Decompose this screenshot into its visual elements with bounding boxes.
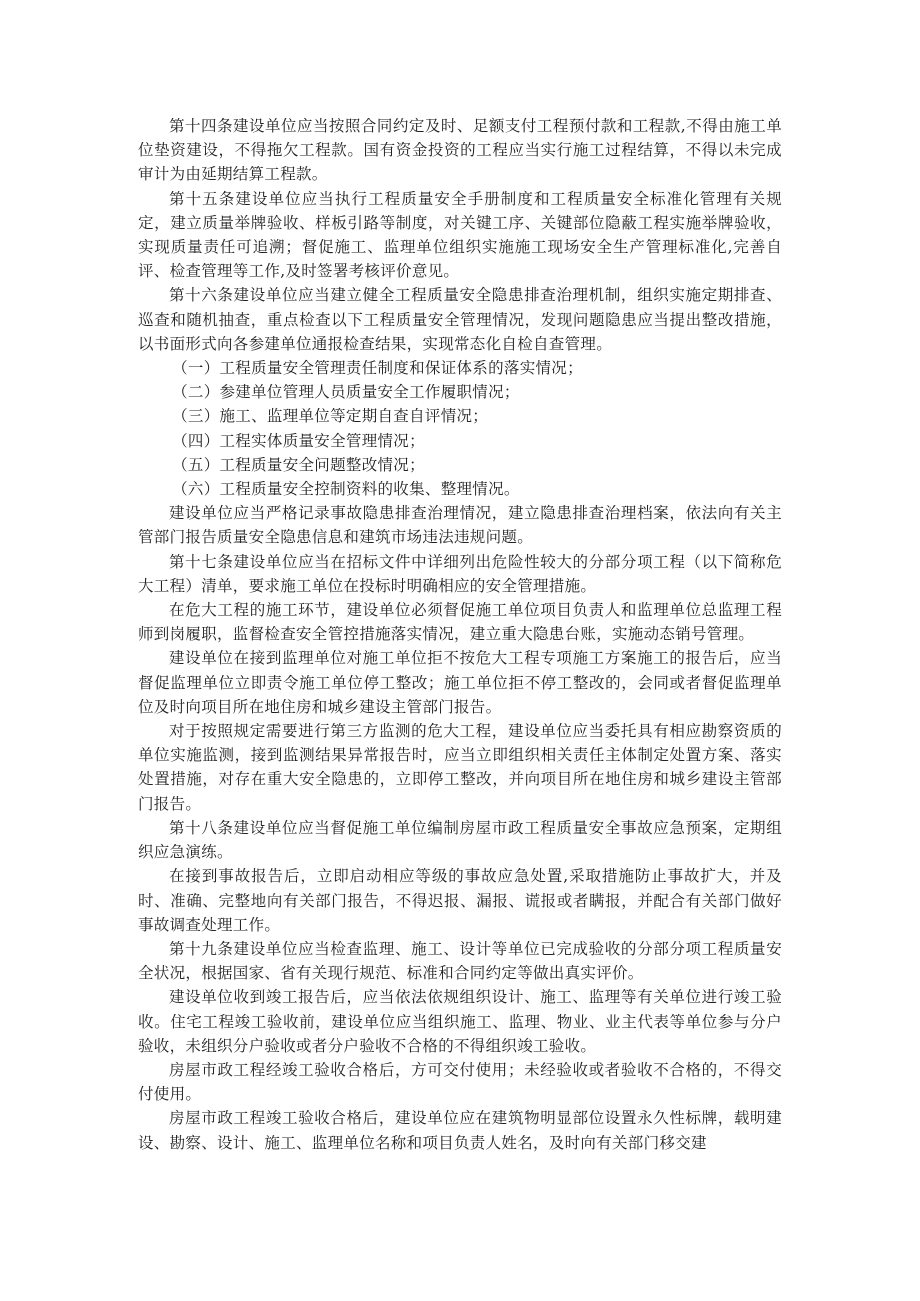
list-item: （四）工程实体质量安全管理情况； bbox=[172, 431, 425, 450]
article-14: 第十四条建设单位应当按照合同约定及时、足额支付工程预付款和工程款,不得由施工单位垫资建设，不得拖欠工程款。国有资金投资的工程应当实行施工过程结算，不得以未完成审计为由延期结算工程款。 bbox=[138, 117, 782, 184]
paragraph-delivery: 房屋市政工程经竣工验收合格后，方可交付使用；未经验收或者验收不合格的，不得交付使用。 bbox=[138, 1060, 782, 1104]
article-18: 第十八条建设单位应当督促施工单位编制房屋市政工程质量安全事故应急预案，定期组织应急演练。 bbox=[138, 818, 782, 862]
article-15: 第十五条建设单位应当执行工程质量安全手册制度和工程质量安全标准化管理有关规定，建立质量举牌验收、样板引路等制度，对关键工序、关键部位隐蔽工程实施举牌验收，实现质量责任可追溯；督促施工、监理单位组织实施施工现场安全生产管理标准化,完善自评、检查管理等工作,及时签署考核评价意见。 bbox=[138, 189, 782, 281]
paragraph-construction-stage: 在危大工程的施工环节，建设单位必须督促施工单位项目负责人和监理单位总监理工程师到岗履职，监督检查安全管控措施落实情况，建立重大隐患台账，实施动态销号管理。 bbox=[138, 601, 782, 644]
list-item: （五）工程质量安全问题整改情况； bbox=[172, 455, 425, 474]
paragraph-hazard-records: 建设单位应当严格记录事故隐患排查治理情况，建立隐患排查治理档案，依法向有关主管部门报告质量安全隐患信息和建筑市场违法违规问题。 bbox=[138, 504, 782, 547]
article-17: 第十七条建设单位应当在招标文件中详细列出危险性较大的分部分项工程（以下简称危大工程）清单，要求施工单位在投标时明确相应的安全管理措施。 bbox=[138, 552, 782, 595]
article-16: 第十六条建设单位应当建立健全工程质量安全隐患排查治理机制，组织实施定期排查、巡查和随机抽查，重点检查以下工程质量安全管理情况，发现问题隐患应当提出整改措施，以书面形式向各参建单位通报检查结果，实现常态化自检自查管理。 bbox=[138, 286, 782, 353]
paragraph-stop-work: 建设单位在接到监理单位对施工单位拒不按危大工程专项施工方案施工的报告后，应当督促监理单位立即责令施工单位停工整改；施工单位拒不停工整改的，会同或者督促监理单位及时向项目所在地住房和城乡建设主管部门报告。 bbox=[138, 649, 782, 716]
article-19: 第十九条建设单位应当检查监理、施工、设计等单位已完成验收的分部分项工程质量安全状况，根据国家、省有关现行规范、标准和合同约定等做出真实评价。 bbox=[138, 939, 782, 983]
paragraph-accident-response: 在接到事故报告后，立即启动相应等级的事故应急处置,采取措施防止事故扩大，并及时、准确、完整地向有关部门报告，不得迟报、漏报、谎报或者瞒报，并配合有关部门做好事故调查处理工作。 bbox=[138, 867, 782, 934]
list-item: （一）工程质量安全管理责任制度和保证体系的落实情况； bbox=[172, 359, 583, 378]
list-item: （六）工程质量安全控制资料的收集、整理情况。 bbox=[172, 480, 520, 499]
body-text bbox=[138, 114, 782, 1155]
paragraph-third-party-monitoring: 对于按照规定需要进行第三方监测的危大工程，建设单位应当委托具有相应勘察资质的单位实施监测，接到监测结果异常报告时，应当立即组织相关责任主体制定处置方案、落实处置措施，对存在重大安全隐患的，立即停工整改，并向项目所在地住房和城乡建设主管部门报告。 bbox=[138, 722, 782, 813]
list-item: （二）参建单位管理人员质量安全工作履职情况； bbox=[172, 383, 520, 402]
list-item: （三）施工、监理单位等定期自查自评情况； bbox=[172, 407, 489, 426]
paragraph-completion-acceptance: 建设单位收到竣工报告后，应当依法依规组织设计、施工、监理等有关单位进行竣工验收。住宅工程竣工验收前，建设单位应当组织施工、监理、物业、业主代表等单位参与分户验收，未组织分户验收或者分户验收不合格的不得组织竣工验收。 bbox=[138, 988, 782, 1055]
paragraph-permanent-sign: 房屋市政工程竣工验收合格后，建设单位应在建筑物明显部位设置永久性标牌，载明建设、勘察、设计、施工、监理单位名称和项目负责人姓名，及时向有关部门移交建 bbox=[138, 1109, 782, 1152]
